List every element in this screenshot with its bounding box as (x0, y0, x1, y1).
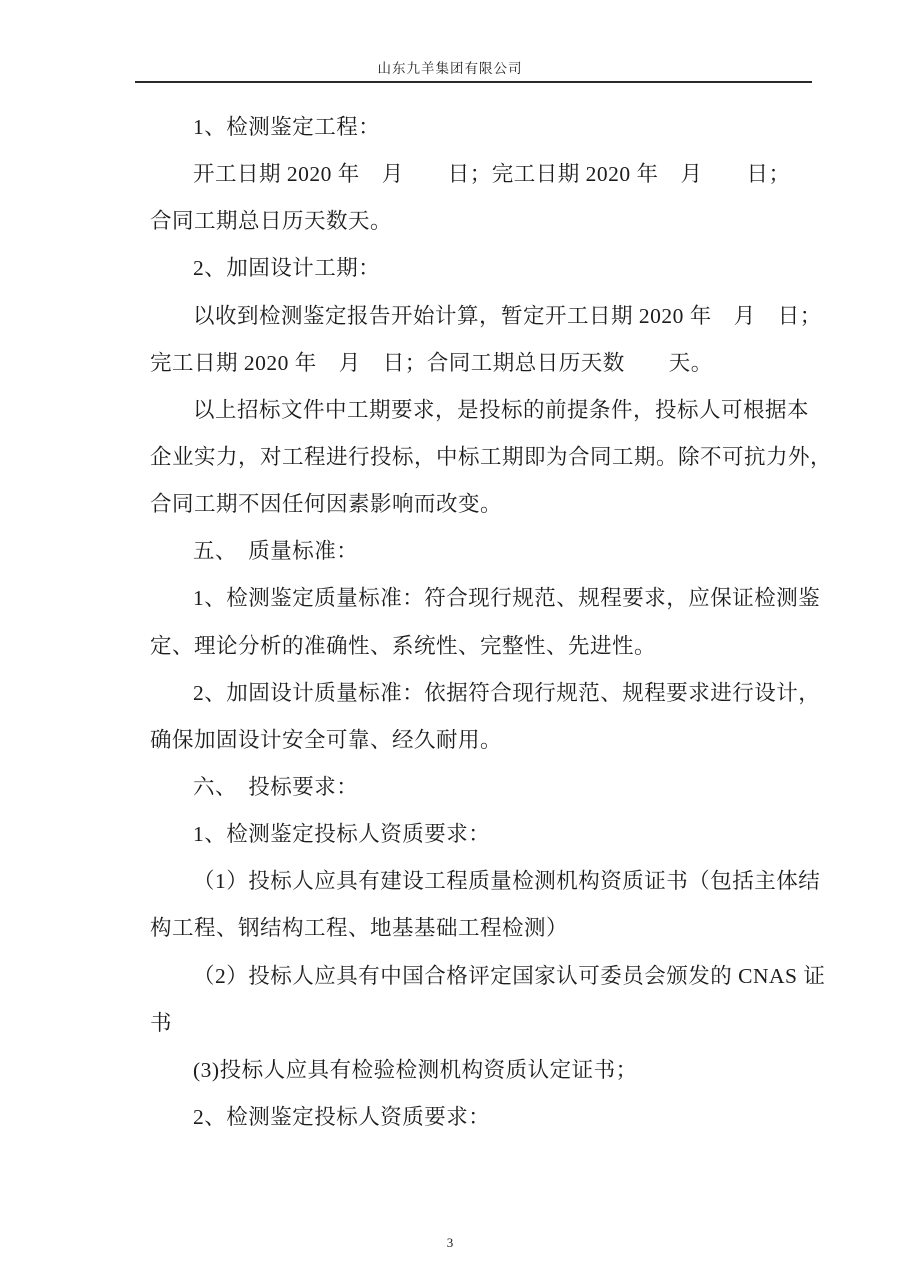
doc-line: 以收到检测鉴定报告开始计算，暂定开工日期 2020 年 月 日； (193, 303, 822, 328)
doc-line: 合同工期不因任何因素影响而改变。 (150, 492, 503, 517)
doc-line: （2）投标人应具有中国合格评定国家认可委员会颁发的 CNAS 证 (193, 963, 826, 988)
doc-line: 以上招标文件中工期要求，是投标的前提条件，投标人可根据本 (193, 397, 810, 422)
header-title: 山东九羊集团有限公司 (377, 61, 523, 76)
doc-line: （1）投标人应具有建设工程质量检测机构资质证书（包括主体结 (193, 869, 821, 894)
doc-line: 企业实力，对工程进行投标，中标工期即为合同工期。除不可抗力外， (150, 444, 833, 469)
doc-line-heading: 1、检测鉴定投标人资质要求： (193, 822, 491, 847)
doc-line: 书 (150, 1010, 173, 1035)
doc-line: 完工日期 2020 年 月 日；合同工期总日历天数 天。 (150, 350, 713, 375)
doc-line-heading: 2、检测鉴定投标人资质要求： (193, 1104, 491, 1129)
doc-line-heading: 2、加固设计工期： (193, 256, 381, 281)
page-footer (0, 1234, 900, 1252)
doc-line-heading: 1、检测鉴定工程： (193, 115, 381, 139)
doc-line: 确保加固设计安全可靠、经久耐用。 (150, 727, 503, 752)
page-number: 3 (446, 1235, 454, 1250)
doc-line: 开工日期 2020 年 月 日；完工日期 2020 年 月 日； (193, 162, 791, 187)
document-body (150, 104, 833, 1141)
doc-line: 1、检测鉴定质量标准：符合现行规范、规程要求，应保证检测鉴 (193, 586, 821, 611)
doc-line: (3)投标人应具有检验检测机构资质认定证书； (193, 1057, 638, 1082)
header-rule (135, 81, 812, 83)
doc-line: 合同工期总日历天数天。 (150, 209, 393, 234)
doc-line: 构工程、钢结构工程、地基基础工程检测） (150, 916, 569, 941)
doc-line-heading: 五、 质量标准： (193, 539, 359, 564)
doc-line-heading: 六、 投标要求： (193, 774, 359, 799)
doc-line: 定、理论分析的准确性、系统性、完整性、先进性。 (150, 633, 657, 658)
doc-line: 2、加固设计质量标准：依据符合现行规范、规程要求进行设计， (193, 680, 821, 705)
